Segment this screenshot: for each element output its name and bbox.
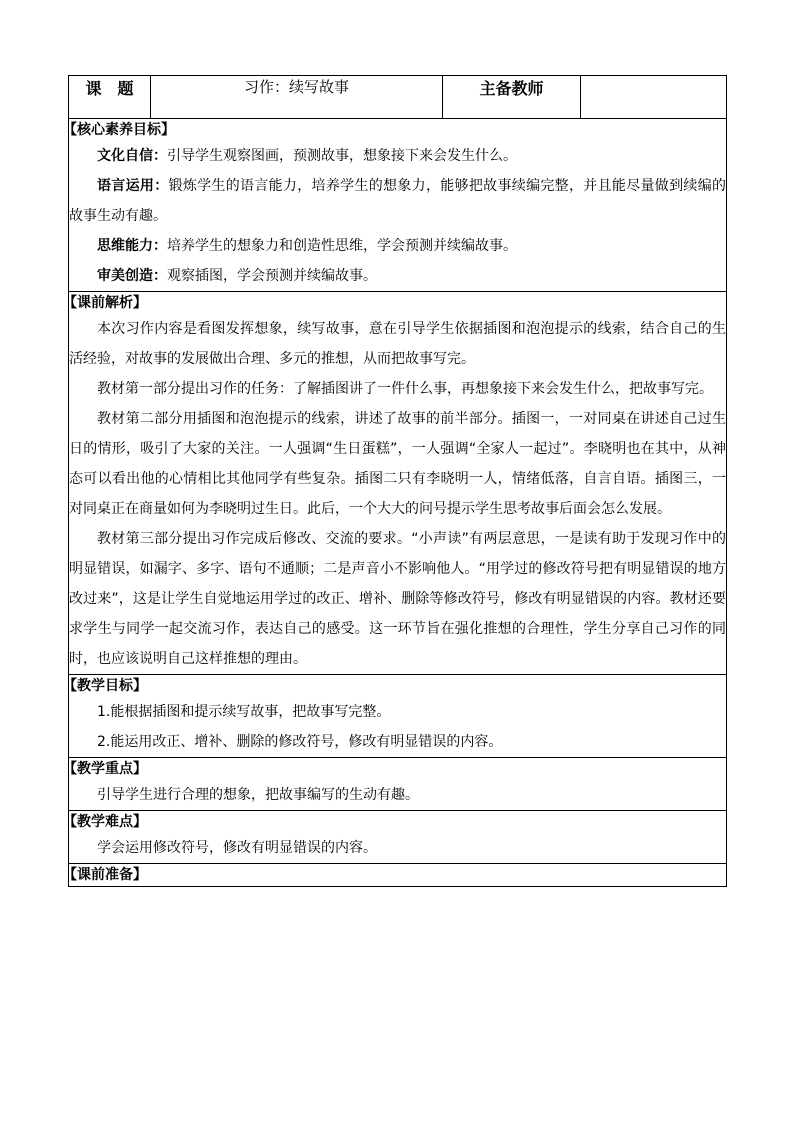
objectives-title: 【教学目标】 [63, 678, 147, 694]
core-goal-item [69, 261, 726, 291]
key-points-title: 【教学重点】 [63, 761, 147, 777]
core-goal-label: 思维能力： [97, 238, 167, 254]
difficulties-section [63, 811, 727, 864]
core-goal-label: 文化自信： [97, 148, 167, 164]
core-goals-row [69, 119, 727, 292]
topic-label: 课 题 [69, 76, 151, 119]
analysis-paragraph: 教材第一部分提出习作的任务：了解插图讲了一件什么事，再想象接下来会发生什么，把故事写完。 [97, 381, 713, 397]
core-goal-item [69, 141, 726, 171]
teacher-label: 主备教师 [443, 76, 581, 119]
core-goal-item [69, 231, 726, 261]
lesson-plan-table [63, 75, 727, 887]
analysis-paragraph: 教材第二部分用插图和泡泡提示的线索，讲述了故事的前半部分。插图一，一对同桌在讲述自己过生日的情形，吸引了大家的关注。一人强调“生日蛋糕”，一人强调“全家人一起过”。李晓明也在其中，从神态可以看出他的心情相比其他同学有些复杂。插图二只有李晓明一人，情绪低落，自言自语。插图三，一对同桌正在商量如何为李晓明过生日。此后，一个大大的问号提示学生思考故事后面会怎么发展。 [69, 411, 726, 517]
key-points-row [69, 758, 727, 811]
analysis-section [63, 292, 727, 675]
difficulties-row [69, 811, 727, 864]
objectives-row [69, 675, 727, 758]
preparation-row [69, 864, 727, 887]
core-goal-text: 锻炼学生的语言能力，培养学生的想象力，能够把故事续编完整，并且能尽量做到续编的故事生动有趣。 [69, 178, 727, 224]
difficulties-title: 【教学难点】 [63, 814, 147, 830]
preparation-title: 【课前准备】 [63, 867, 147, 883]
header-row [69, 76, 727, 119]
core-goal-label: 审美创造： [97, 268, 167, 284]
core-goal-item [69, 171, 726, 231]
objectives-section [63, 675, 727, 758]
analysis-paragraph: 教材第三部分提出习作完成后修改、交流的要求。“小声读”有两层意思，一是读有助于发现习作中的明显错误，如漏字、多字、语句不通顺；二是声音小不影响他人。“用学过的修改符号把有明显错误的地方改过来”，这是让学生自觉地运用学过的改正、增补、删除等修改符号，修改有明显错误的内容。教材还要求学生与同学一起交流习作，表达自己的感受。这一环节旨在强化推想的合理性，学生分享自己习作的同时，也应该说明自己这样推想的理由。 [69, 531, 726, 667]
analysis-paragraph: 本次习作内容是看图发挥想象，续写故事，意在引导学生依据插图和泡泡提示的线索，结合自己的生活经验，对故事的发展做出合理、多元的推想，从而把故事写完。 [69, 321, 726, 367]
core-goal-text: 引导学生观察图画，预测故事，想象接下来会发生什么。 [167, 148, 517, 164]
core-goal-text: 观察插图，学会预测并续编故事。 [167, 268, 377, 284]
objective-item: 1.能根据插图和提示续写故事，把故事写完整。 [97, 704, 391, 720]
objective-item: 2.能运用改正、增补、删除的修改符号，修改有明显错误的内容。 [97, 734, 503, 750]
core-goal-text: 培养学生的想象力和创造性思维，学会预测并续编故事。 [167, 238, 517, 254]
preparation-section [63, 864, 727, 887]
key-points-section [63, 758, 727, 811]
teacher-value [581, 76, 727, 119]
topic-value: 习作：续写故事 [151, 76, 443, 119]
key-points-text: 引导学生进行合理的想象，把故事编写的生动有趣。 [97, 787, 419, 803]
core-goals-title: 【核心素养目标】 [63, 122, 175, 138]
analysis-row [69, 292, 727, 675]
core-goals-section [63, 119, 727, 292]
analysis-title: 【课前解析】 [63, 295, 147, 311]
core-goal-label: 语言运用： [97, 178, 169, 194]
difficulties-text: 学会运用修改符号，修改有明显错误的内容。 [97, 840, 377, 856]
